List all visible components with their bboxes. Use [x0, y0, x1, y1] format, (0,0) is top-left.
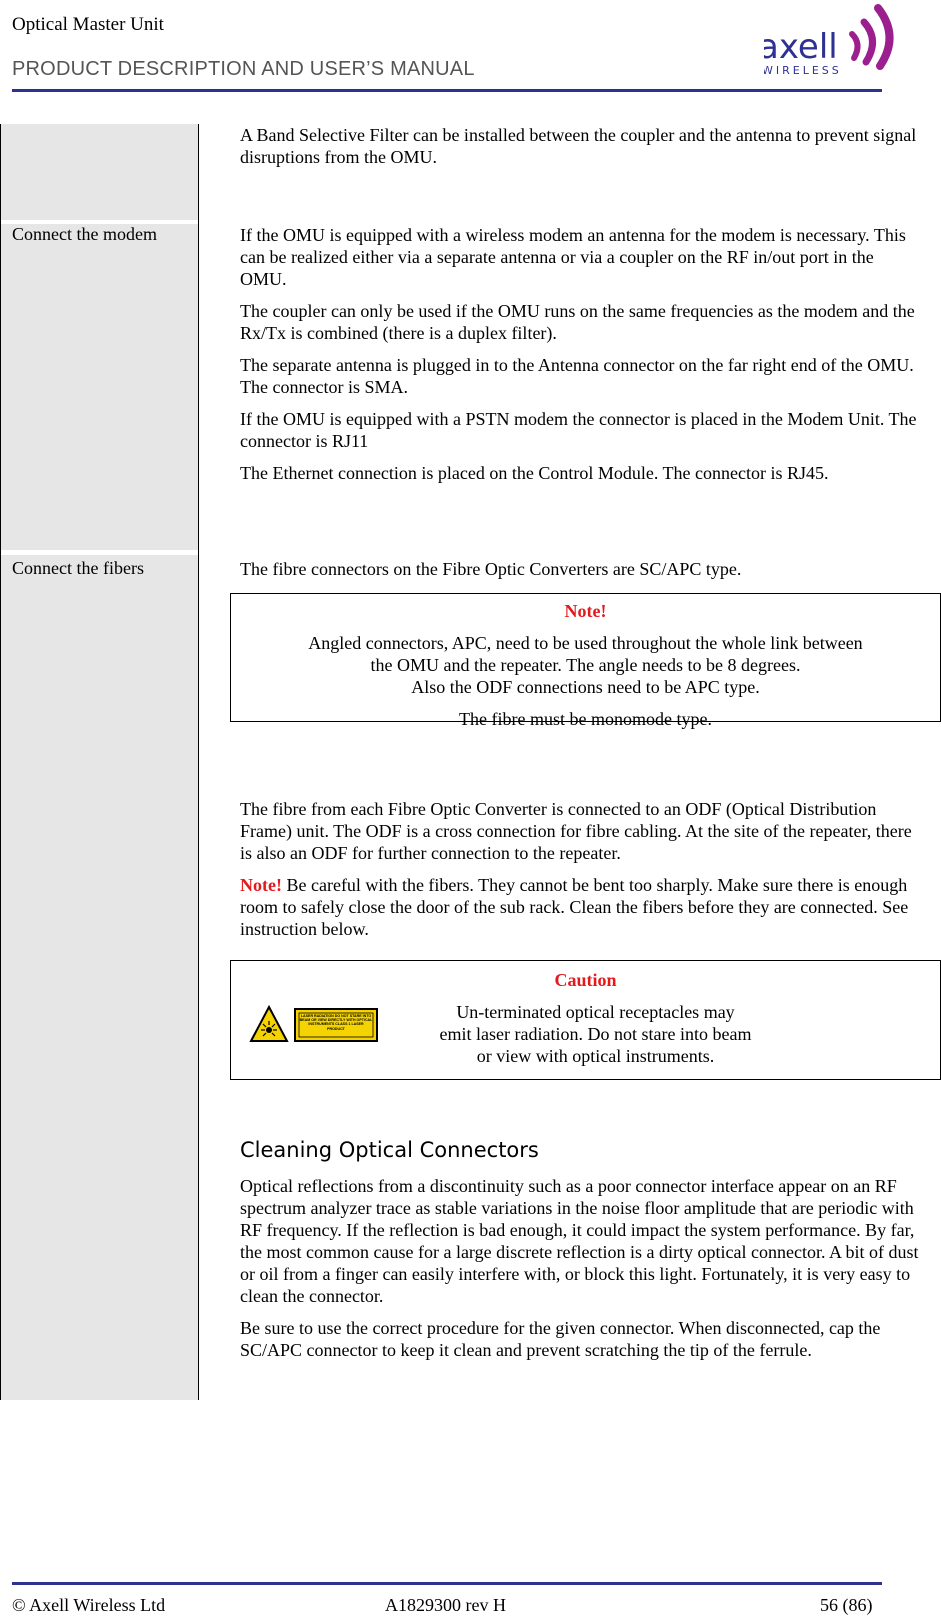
note-line: Angled connectors, APC, need to be used throughout the whole link between — [308, 633, 863, 653]
intro-text: A Band Selective Filter can be installed between the coupler and the antenna to prevent signal disruptions from the OMU. — [240, 125, 917, 167]
fibers-paragraph: The fibre from each Fibre Optic Converter is connected to an ODF (Optical Distribution Frame) unit. The ODF is a cross connection for fibre cabling. At the site of the repeater, there is also an ODF for further connection to the repeater. — [240, 799, 912, 863]
footer-rule — [12, 1582, 882, 1585]
modem-paragraph: The separate antenna is plugged in to the Antenna connector on the far right end of the OMU. The connector is SMA. — [240, 355, 914, 397]
column-divider — [198, 124, 199, 1400]
caution-line: emit laser radiation. Do not stare into beam — [439, 1024, 752, 1044]
footer-page-number: 56 (86) — [820, 1595, 873, 1615]
fibers-intro: The fibre connectors on the Fibre Optic Converters are SC/APC type. — [240, 559, 742, 579]
laser-warning-label: LASER RADIATION DO NOT STARE INTO BEAM OR VIEW DIRECTLY WITH OPTICAL INSTRUMENTS CLASS 1 LASER PRODUCT — [299, 1014, 373, 1031]
footer-doc-id: A1829300 rev H — [385, 1595, 506, 1615]
caution-line: or view with optical instruments. — [476, 1046, 715, 1066]
label-cell-fibers — [0, 555, 198, 1400]
modem-paragraph: The Ethernet connection is placed on the Control Module. The connector is RJ45. — [240, 463, 829, 483]
row-label-modem: Connect the modem — [12, 224, 157, 244]
modem-paragraph: The coupler can only be used if the OMU runs on the same frequencies as the modem and the Rx/Tx is combined (there is a duplex filter). — [240, 301, 915, 343]
fibers-content — [240, 798, 920, 950]
caution-line: Un-terminated optical receptacles may — [456, 1002, 735, 1022]
note-line: the OMU and the repeater. The angle needs to be 8 degrees. — [370, 655, 801, 675]
cleaning-paragraph: Be sure to use the correct procedure for the given connector. When disconnected, cap the SC/APC connector to keep it clean and prevent scratching the tip of the ferrule. — [240, 1318, 881, 1360]
modem-content — [240, 224, 920, 494]
label-cell-intro — [0, 124, 198, 220]
note-line: The fibre must be monomode type. — [459, 709, 712, 729]
note-line: Also the ODF connections need to be APC type. — [411, 677, 760, 697]
note-box — [230, 593, 941, 729]
header-rule — [12, 89, 882, 92]
section-heading: Cleaning Optical Connectors — [240, 1138, 539, 1162]
caution-title: Caution — [554, 970, 617, 990]
cleaning-paragraph: Optical reflections from a discontinuity such as a poor connector interface appear on an RF spectrum analyzer trace as stable variations in the noise floor amplitude that are periodic with RF frequency. If the reflection is bad enough, it could impact the system performance. By far, the most common cause for a large discrete reflection is a dirty optical connector. A bit of dust or oil from a finger can easily interfere with, or block this light. Fortunately, it is very easy to clean the connector. — [240, 1176, 919, 1306]
inline-note-text: Be careful with the fibers. They cannot be bent too sharply. Make sure there is enough room to safely close the door of the sub rack. Clean the fibers before they are connected. See instruction below. — [240, 875, 909, 939]
header-subtitle: PRODUCT DESCRIPTION AND USER’S MANUAL — [12, 58, 475, 80]
cleaning-content — [240, 1175, 920, 1371]
laser-warning-icon — [249, 1005, 379, 1050]
logo-subtext: WIRELESS — [764, 64, 842, 77]
modem-paragraph: If the OMU is equipped with a PSTN modem the connector is placed in the Modem Unit. The connector is RJ11 — [240, 409, 917, 451]
fibers-note-paragraph — [240, 874, 920, 940]
logo-text: axell — [764, 27, 838, 67]
row-label-fibers: Connect the fibers — [12, 558, 144, 578]
axell-logo — [764, 0, 924, 78]
header-title: Optical Master Unit — [12, 14, 164, 35]
footer-copyright: © Axell Wireless Ltd — [12, 1595, 166, 1615]
label-cell-modem — [0, 224, 198, 550]
modem-paragraph: If the OMU is equipped with a wireless modem an antenna for the modem is necessary. This can be realized either via a separate antenna or via a coupler on the RF in/out port in the OMU. — [240, 225, 906, 289]
caution-box — [230, 960, 941, 1080]
note-title: Note! — [564, 601, 607, 621]
inline-note-label: Note! — [240, 875, 282, 895]
left-border — [0, 124, 1, 1400]
